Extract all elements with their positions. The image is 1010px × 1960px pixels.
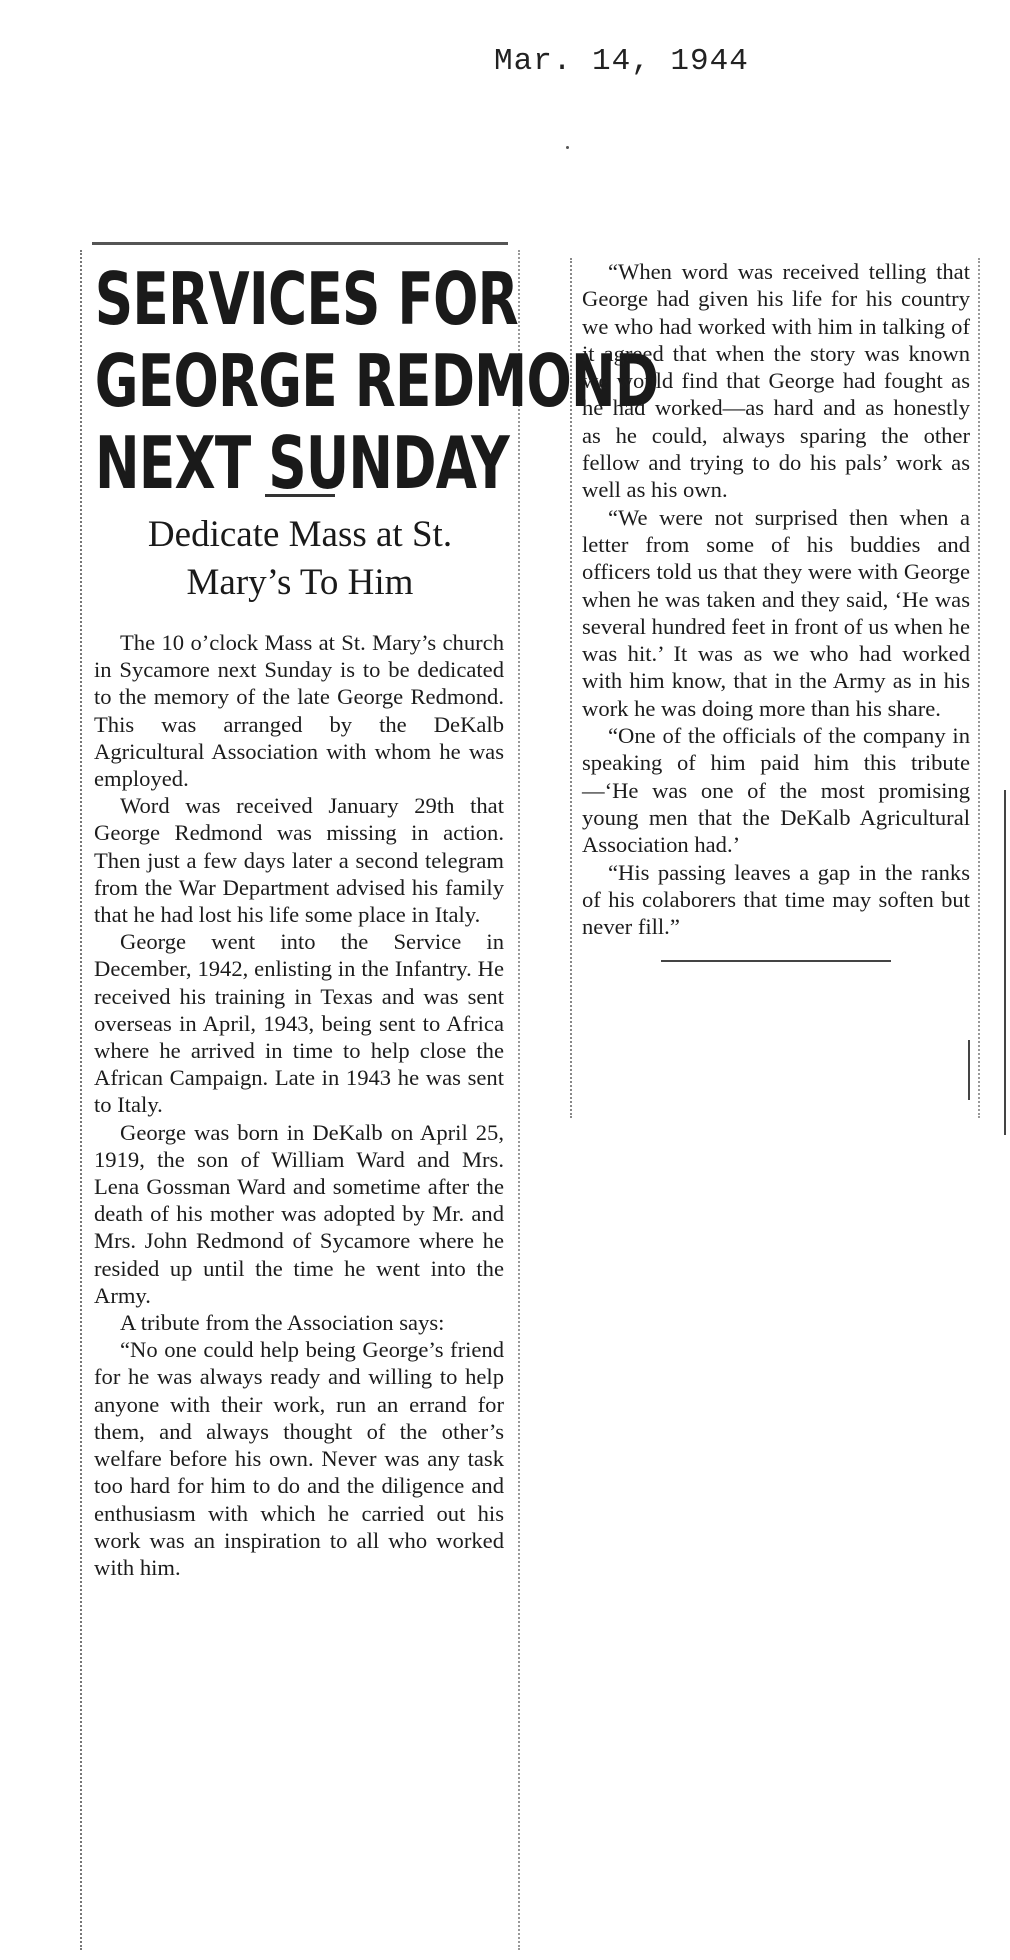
paragraph: Word was received January 29th that George Redmond was missing in action. Then just a few days later a second telegram from the War Department advised his family that he had lost his life some place in Italy. [94, 793, 504, 928]
headline-line-1: SERVICES FOR [94, 257, 518, 341]
article-right-column [570, 258, 980, 1118]
paragraph: “When word was received telling that George had given his life for his country we who had worked with him in talking of it agreed that when the story was known we would find that George had fought as he had worked—as hard and as honestly as he could, always sparing the other fellow and trying to do his pals’ work as well as his own. [582, 259, 970, 503]
headline [94, 257, 659, 505]
article-left-column [80, 250, 659, 1950]
headline-line-3: NEXT SUNDAY [94, 421, 509, 505]
paragraph: George was born in DeKalb on April 25, 1919, the son of William Ward and Mrs. Lena Gossman Ward and sometime after the death of his mother was adopted by Mr. and Mrs. John Redmond of Sycamore where he resided up until the time he went into the Army. [94, 1119, 504, 1308]
clipping-date: Mar. 14, 1944 [494, 44, 749, 79]
headline-line-2: GEORGE REDMOND [94, 339, 659, 423]
paragraph: George went into the Service in December, 1942, enlisting in the Infantry. He received his training in Texas and was sent overseas in April, 1943, being sent to Africa where he arrived in time to help close the African Campaign. Late in 1943 he was sent to Italy. [94, 929, 504, 1118]
paragraph: “His passing leaves a gap in the ranks of his colaborers that time may soften but never fill.” [582, 859, 970, 940]
paragraph: “One of the officials of the company in speaking of him paid him this tribute—‘He was one of the most promising young men that the DeKalb Agricultural Association had.’ [582, 723, 970, 858]
paragraph: The 10 o’clock Mass at St. Mary’s church in Sycamore next Sunday is to be dedicated to the memory of the late George Redmond. This was arranged by the DeKalb Agricultural Association with whom he was employed. [94, 630, 504, 792]
article-body-left [94, 629, 504, 1581]
scan-edge-mark [1004, 790, 1006, 1135]
article-end-rule [661, 960, 891, 962]
subheadline: Dedicate Mass at St. Mary’s To Him [147, 514, 453, 603]
paragraph: “No one could help being George’s friend for he was always ready and willing to help anyone with their work, run an errand for them, and always thought of the other’s welfare before his own. Never was any task too hard for him to do and the diligence and enthusiasm with which he carried out his work was an inspiration to all who worked with him. [94, 1337, 504, 1580]
paragraph: A tribute from the Association says: [120, 1310, 445, 1336]
paragraph: “We were not surprised then when a letter from some of his buddies and officers told us that they were with George when he was taken and they said, ‘He was several hundred feet in front of us when he was hit.’ It was as we who had worked with him know, that in the Army as in his work he was doing more than his share. [582, 504, 970, 721]
scan-speck [566, 146, 569, 149]
scan-edge-mark [968, 1040, 970, 1100]
article-body-right [582, 258, 970, 940]
